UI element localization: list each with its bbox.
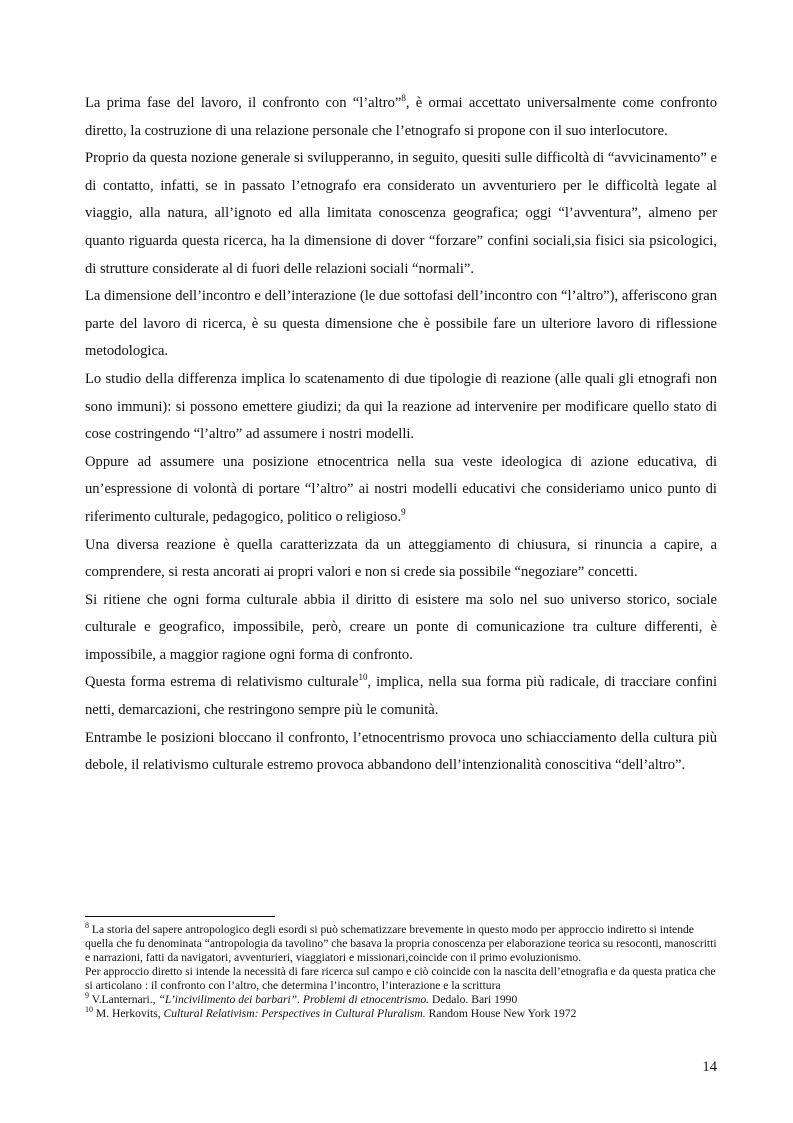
footnote-8-number: 8	[85, 921, 89, 931]
footnote-10-number: 10	[85, 1005, 93, 1015]
footnote-10-author: M. Herkovits,	[93, 1007, 164, 1020]
footnote-10-publisher: Random House New York 1972	[425, 1007, 577, 1020]
paragraph-1	[85, 90, 717, 145]
footnote-8-text: La storia del sapere antropologico degli esordi si può schematizzare brevemente in questo modo per approccio indiretto si intende quella che fu denominata “antropologia da tavolino” che basava la propria conoscenza per elaborazione teorica su resoconti, manoscritti e narrazioni, fatti da navigatori, avventurieri, viaggiatori e missionari,coincide con il primo evoluzionismo.	[85, 923, 717, 964]
footnote-ref-10[interactable]: 10	[358, 672, 368, 683]
footnote-9-author: V.Lanternari.,	[89, 993, 159, 1006]
paragraph-1-text: La prima fase del lavoro, il confronto con “l’altro”	[85, 95, 402, 111]
paragraph-8-text-cont: , implica, nella sua forma più radicale, di tracciare confini netti, demarcazioni, che restringono sempre più le comunità.	[85, 674, 717, 719]
paragraph-8-text: Questa forma estrema di relativismo culturale	[85, 674, 359, 691]
footnote-9-publisher: Dedalo. Bari 1990	[429, 993, 518, 1006]
page-number: 14	[702, 1059, 717, 1075]
paragraph-7: Si ritiene che ogni forma culturale abbia il diritto di esistere ma solo nel suo universo storico, sociale culturale e geografico, impossibile, però, creare un ponte di comunicazione tra culture differenti, è impossibile, a maggior ragione ogni forma di confronto.	[85, 591, 717, 663]
paragraph-9: Entrambe le posizioni bloccano il confronto, l’etnocentrismo provoca uno schiacciamento della cultura più debole, il relativismo culturale estremo provoca abbandono dell’intenzionalità conoscitiva “dell’altro”.	[85, 729, 717, 774]
footnote-9-number: 9	[85, 991, 89, 1001]
footnote-ref-9[interactable]: 9	[401, 507, 406, 518]
footnote-8	[85, 923, 717, 965]
footnote-10-title: Cultural Relativism: Perspectives in Cultural Pluralism.	[163, 1007, 426, 1020]
paragraph-6: Una diversa reazione è quella caratterizzata da un atteggiamento di chiusura, si rinuncia a capire, a comprendere, si resta ancorati ai propri valori e non si crede sia possibile “negoziare” concetti.	[85, 536, 717, 581]
footnote-9-title: “L’incivilimento dei barbari”. Problemi di etnocentrismo.	[158, 993, 430, 1006]
paragraph-5	[85, 449, 717, 532]
footnote-10	[85, 1007, 717, 1021]
footnote-8-continued: Per approccio diretto si intende la necessità di fare ricerca sul campo e ciò coincide con la nascita dell’etnografia e da questa pratica che si articolano : il confronto con l’altro, che determina l’incontro, l’interazione e la scrittura	[85, 965, 716, 992]
document-body	[85, 90, 717, 780]
paragraph-4: Lo studio della differenza implica lo scatenamento di due tipologie di reazione (alle quali gli etnografi non sono immuni): si possono emettere giudizi; da qui la reazione ad intervenire per modificare quello stato di cose costringendo “l’altro” ad assumere i nostri modelli.	[85, 370, 717, 443]
paragraph-1-text-cont: , è ormai accettato universalmente come confronto diretto, la costruzione di una relazione personale che l’etnografo si propone con il suo interlocutore.	[85, 95, 717, 139]
paragraph-8	[85, 669, 717, 724]
footnotes	[85, 916, 717, 1021]
paragraph-3: La dimensione dell’incontro e dell’interazione (le due sottofasi dell’incontro con “l’altro”), afferiscono gran parte del lavoro di ricerca, è su questa dimensione che è possibile fare un ulteriore lavoro di riflessione metodologica.	[85, 288, 717, 360]
footnote-separator	[85, 916, 275, 917]
footnote-9	[85, 993, 717, 1007]
footnote-ref-8[interactable]: 8	[401, 93, 406, 104]
paragraph-5-text: Oppure ad assumere una posizione etnocentrica nella sua veste ideologica di azione educativa, di un’espressione di volontà di portare “l’altro” ai nostri modelli educativi che consideriamo unico punto di riferimento culturale, pedagogico, politico o religioso.	[85, 453, 717, 525]
paragraph-2: Proprio da questa nozione generale si svilupperanno, in seguito, quesiti sulle difficoltà di “avvicinamento” e di contatto, infatti, se in passato l’etnografo era considerato un avventuriero per le difficoltà legate al viaggio, alla natura, all’ignoto ed alla limitata conoscenza geografica; oggi “l’avventura”, almeno per quanto riguarda questa ricerca, ha la dimensione di dover “forzare” confini sociali,sia fisici sia psicologici, di strutture considerate al di fuori delle relazioni sociali “normali”.	[85, 150, 717, 277]
